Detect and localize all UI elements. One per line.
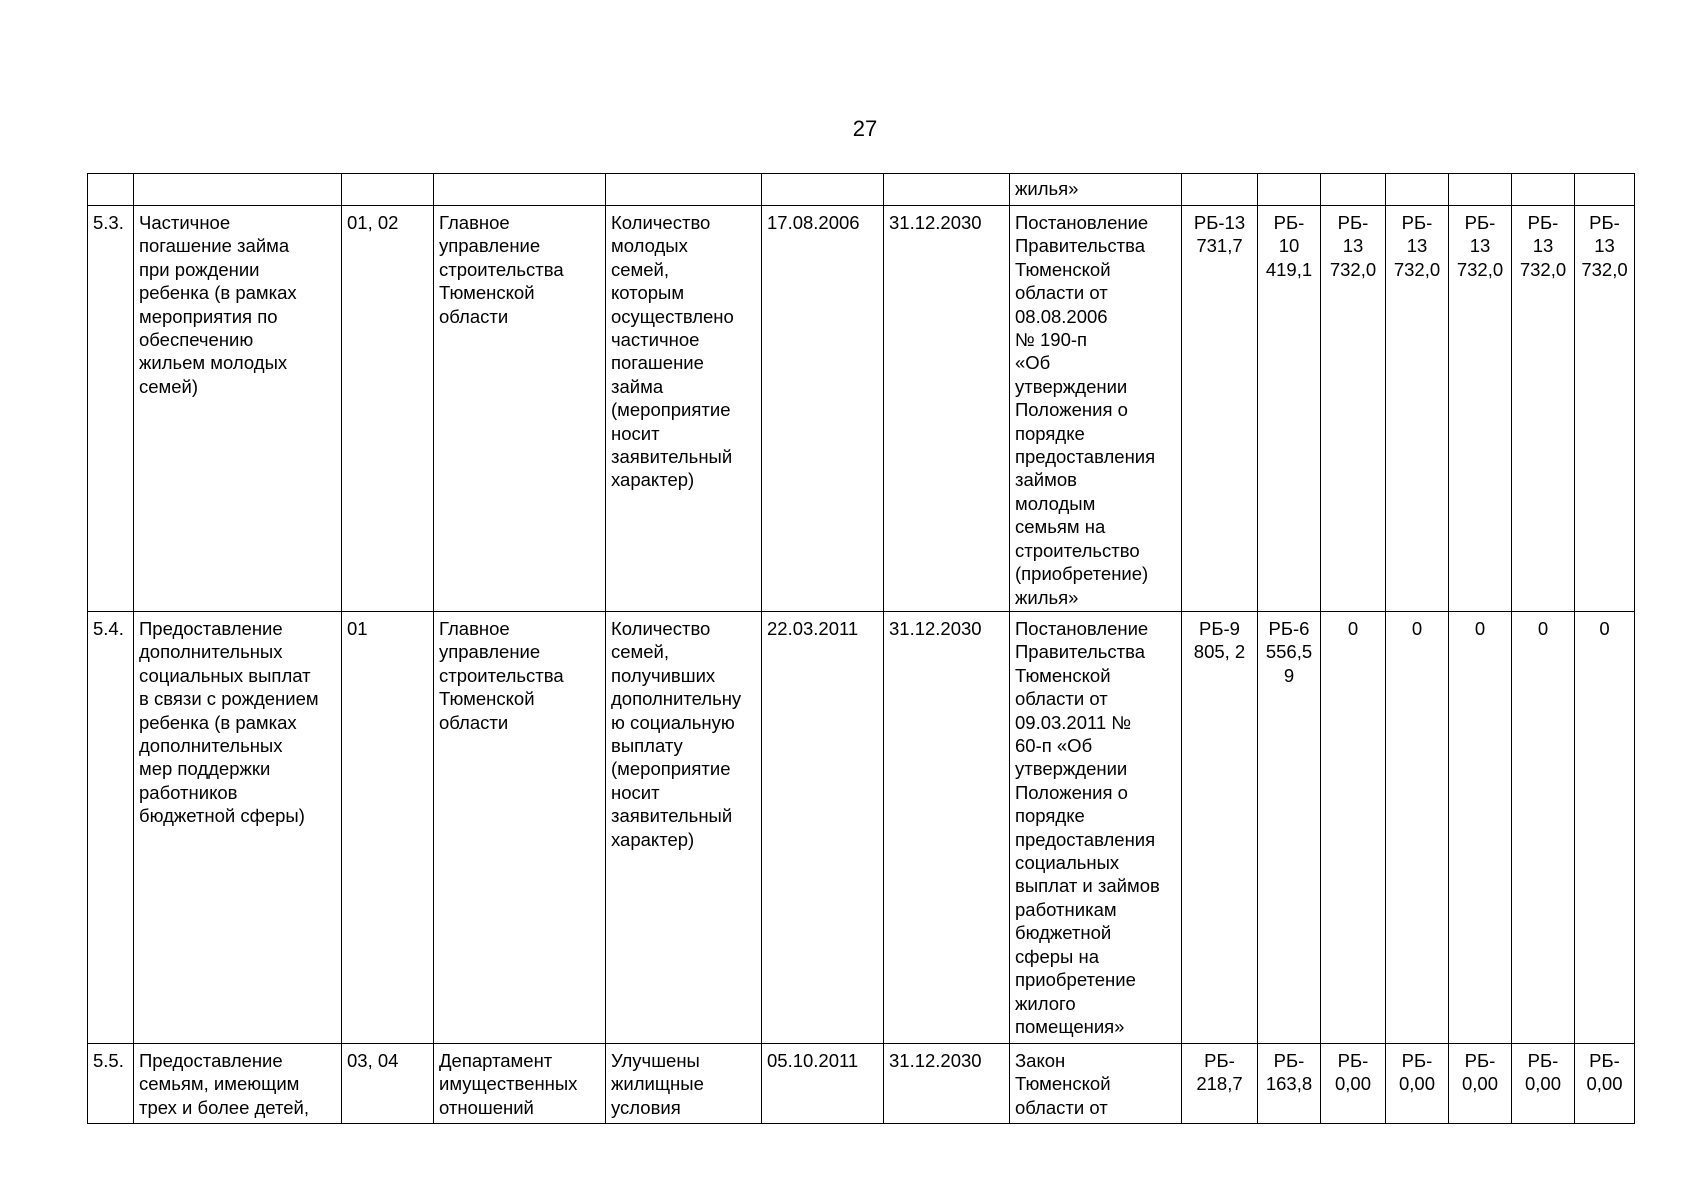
table-row (88, 174, 1635, 206)
cell-finance-6: РБ- 0,00 (1512, 1044, 1575, 1124)
cell-end-date: 31.12.2030 (884, 612, 1010, 1044)
cell-legal-act: Постановление Правительства Тюменской области от 09.03.2011 № 60-п «Об утверждении Положения о порядке предоставления социальных выплат и займов работникам бюджетной сферы на приобретение жилого помещения» (1010, 612, 1182, 1044)
cell-indicator (606, 174, 762, 206)
table-row (88, 206, 1635, 612)
cell-finance-1: РБ-13 731,7 (1182, 206, 1258, 612)
cell-finance-2: РБ- 10 419,1 (1258, 206, 1321, 612)
cell-finance-3: 0 (1321, 612, 1386, 1044)
cell-executor: Департамент имущественных отношений (434, 1044, 606, 1124)
cell-finance-7: 0 (1575, 612, 1635, 1044)
cell-start-date (762, 174, 884, 206)
cell-end-date: 31.12.2030 (884, 1044, 1010, 1124)
cell-row-number: 5.3. (88, 206, 134, 612)
cell-finance-3: РБ- 13 732,0 (1321, 206, 1386, 612)
cell-indicator: Количество молодых семей, которым осуществлено частичное погашение займа (мероприятие носит заявительный характер) (606, 206, 762, 612)
cell-executor (434, 174, 606, 206)
cell-executor: Главное управление строительства Тюменской области (434, 206, 606, 612)
cell-finance-2: РБ- 163,8 (1258, 1044, 1321, 1124)
cell-task-code (342, 174, 434, 206)
cell-legal-act: Постановление Правительства Тюменской области от 08.08.2006 № 190-п «Об утверждении Положения о порядке предоставления займов молодым семьям на строительство (приобретение) жилья» (1010, 206, 1182, 612)
cell-finance-7: РБ- 0,00 (1575, 1044, 1635, 1124)
cell-legal-act: жилья» (1010, 174, 1182, 206)
cell-executor: Главное управление строительства Тюменской области (434, 612, 606, 1044)
cell-activity-name: Частичное погашение займа при рождении ребенка (в рамках мероприятия по обеспечению жильем молодых семей) (134, 206, 342, 612)
cell-finance-4: РБ- 0,00 (1386, 1044, 1449, 1124)
cell-row-number: 5.5. (88, 1044, 134, 1124)
cell-start-date: 22.03.2011 (762, 612, 884, 1044)
cell-finance-6: РБ- 13 732,0 (1512, 206, 1575, 612)
cell-start-date: 17.08.2006 (762, 206, 884, 612)
cell-row-number (88, 174, 134, 206)
cell-finance-2 (1258, 174, 1321, 206)
cell-finance-5: РБ- 0,00 (1449, 1044, 1512, 1124)
cell-row-number: 5.4. (88, 612, 134, 1044)
cell-task-code: 01 (342, 612, 434, 1044)
cell-finance-3 (1321, 174, 1386, 206)
cell-finance-4: 0 (1386, 612, 1449, 1044)
cell-legal-act: Закон Тюменской области от (1010, 1044, 1182, 1124)
cell-finance-7: РБ- 13 732,0 (1575, 206, 1635, 612)
cell-finance-4 (1386, 174, 1449, 206)
page-number: 27 (852, 116, 878, 141)
cell-activity-name: Предоставление семьям, имеющим трех и более детей, (134, 1044, 342, 1124)
cell-finance-5: РБ- 13 732,0 (1449, 206, 1512, 612)
cell-finance-5: 0 (1449, 612, 1512, 1044)
cell-activity-name: Предоставление дополнительных социальных выплат в связи с рождением ребенка (в рамках дополнительных мер поддержки работников бюджетной сферы) (134, 612, 342, 1044)
cell-end-date (884, 174, 1010, 206)
cell-task-code: 01, 02 (342, 206, 434, 612)
cell-indicator: Улучшены жилищные условия (606, 1044, 762, 1124)
program-activities-table (87, 173, 1635, 1124)
cell-finance-6: 0 (1512, 612, 1575, 1044)
cell-finance-1: РБ- 218,7 (1182, 1044, 1258, 1124)
table-row (88, 1044, 1635, 1124)
cell-finance-4: РБ- 13 732,0 (1386, 206, 1449, 612)
cell-finance-3: РБ- 0,00 (1321, 1044, 1386, 1124)
cell-end-date: 31.12.2030 (884, 206, 1010, 612)
cell-finance-7 (1575, 174, 1635, 206)
table-body (88, 174, 1635, 1124)
cell-finance-1: РБ-9 805, 2 (1182, 612, 1258, 1044)
cell-finance-1 (1182, 174, 1258, 206)
cell-start-date: 05.10.2011 (762, 1044, 884, 1124)
cell-indicator: Количество семей, получивших дополнительну ю социальную выплату (мероприятие носит заявительный характер) (606, 612, 762, 1044)
cell-finance-5 (1449, 174, 1512, 206)
cell-task-code: 03, 04 (342, 1044, 434, 1124)
cell-activity-name (134, 174, 342, 206)
cell-finance-2: РБ-6 556,5 9 (1258, 612, 1321, 1044)
table-row (88, 612, 1635, 1044)
cell-finance-6 (1512, 174, 1575, 206)
